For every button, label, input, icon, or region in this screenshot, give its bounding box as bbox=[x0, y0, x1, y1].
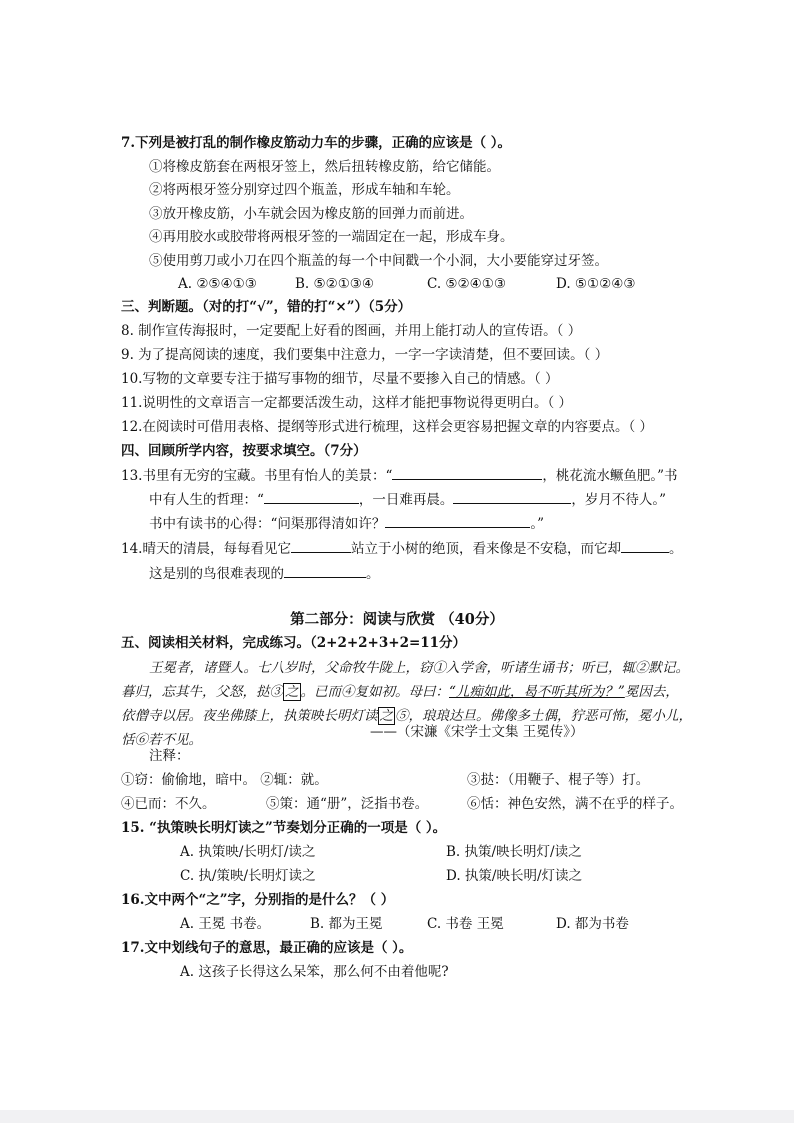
q16-option-d: D. 都为书卷 bbox=[556, 916, 629, 932]
q7-step-1: ①将橡皮筋套在两根牙签上，然后扭转橡皮筋，给它储能。 bbox=[149, 159, 500, 175]
passage-text-3a: 依僧寺以居。夜坐佛膝上，执策映长明灯读 bbox=[121, 708, 378, 724]
q13-blank-1[interactable] bbox=[392, 466, 542, 480]
q16-option-c: C. 书卷 王冕 bbox=[427, 916, 504, 932]
underlined-sentence: “儿痴如此，曷不听其所为？” bbox=[449, 684, 625, 700]
q14-line-1 bbox=[121, 539, 682, 558]
note-1-2: ①窃：偷偷地，暗中。 ②辄：就。 bbox=[121, 772, 328, 788]
q13-text-f: 书中有读书的心得：“问渠那得清如许？ bbox=[149, 516, 386, 532]
q13-blank-4[interactable] bbox=[385, 514, 530, 528]
part-2-title: 第二部分：阅读与欣赏 （40分） bbox=[290, 611, 504, 628]
q13-text-a: 13.书里有无穷的宝藏。书里有怡人的美景：“ bbox=[121, 468, 393, 484]
q13-line-3 bbox=[149, 514, 544, 533]
q13-text-d: ，一日难再晨。 bbox=[358, 492, 454, 508]
q13-text-g: 。” bbox=[530, 516, 545, 532]
q14-blank-1[interactable] bbox=[291, 539, 351, 553]
q13-text-e: ，岁月不待人。” bbox=[571, 492, 667, 508]
section-4-heading: 四、回顾所学内容，按要求填空。（7分） bbox=[121, 443, 367, 459]
q14-text-b: 站立于小树的绝顶，看来像是不安稳，而它却 bbox=[350, 541, 621, 557]
q7-option-a: A. ②⑤④①③ bbox=[178, 276, 257, 292]
note-6: ⑥恬：神色安然，满不在乎的样子。 bbox=[467, 796, 683, 812]
q7-step-3: ③放开橡皮筋，小车就会因为橡皮筋的回弹力而前进。 bbox=[149, 206, 473, 222]
q12: 12.在阅读时可借用表格、提纲等形式进行梳理，这样会更容易把握文章的内容要点。（ ） bbox=[121, 419, 654, 435]
q14-text-a: 14.晴天的清晨，每每看见它 bbox=[121, 541, 291, 557]
passage-text-2c: 冕因去， bbox=[624, 684, 679, 700]
boxed-zhi-2: 之 bbox=[379, 708, 393, 724]
q14-text-e: 。 bbox=[366, 566, 380, 582]
section-5-heading: 五、阅读相关材料，完成练习。（2+2+2+3+2=11分） bbox=[121, 635, 467, 651]
q16-option-a: A. 王冕 书卷。 bbox=[180, 916, 271, 932]
q8: 8. 制作宣传海报时，一定要配上好看的图画，并用上能打动人的宣传语。（ ） bbox=[121, 323, 582, 339]
q16-stem: 16.文中两个“之”字，分别指的是什么？（ ） bbox=[121, 892, 395, 908]
q9: 9. 为了提高阅读的速度，我们要集中注意力，一字一字读清楚，但不要回读。（ ） bbox=[121, 347, 609, 363]
passage-text-2b: 。已而④复如初。母曰： bbox=[300, 684, 449, 700]
q13-text-c: 中有人生的哲理：“ bbox=[149, 492, 264, 508]
q14-blank-2[interactable] bbox=[621, 539, 669, 553]
passage-line-2 bbox=[121, 683, 679, 701]
section-3-heading: 三、判断题。（对的打“√”，错的打“×”）（5分） bbox=[121, 299, 412, 315]
passage-source: ——（宋濂《宋学士文集 王冕传》） bbox=[370, 724, 584, 740]
note-5: ⑤策：通“册”，泛指书卷。 bbox=[266, 796, 429, 812]
q17-option-a: A. 这孩子长得这么呆笨，那么何不由着他呢? bbox=[180, 964, 449, 980]
q15-option-a: A. 执策映/长明灯/读之 bbox=[180, 844, 316, 860]
q14-text-d: 这是别的鸟很难表现的 bbox=[149, 566, 284, 582]
q7-step-4: ④再用胶水或胶带将两根牙签的一端固定在一起，形成车身。 bbox=[149, 229, 514, 245]
q14-line-2 bbox=[149, 564, 380, 583]
page-bottom-strip bbox=[0, 1110, 794, 1123]
q7-option-c: C. ⑤②④①③ bbox=[427, 276, 506, 292]
passage-line-1: 王冕者，诸暨人。七八岁时，父命牧牛陇上，窃①入学舍，听诸生诵书；听已，辄②默记。 bbox=[149, 660, 689, 676]
boxed-zhi-1: 之 bbox=[285, 684, 299, 700]
q10: 10.写物的文章要专注于描写事物的细节，尽量不要掺入自己的情感。（ ） bbox=[121, 371, 559, 387]
note-3: ③挞：（用鞭子、棍子等）打。 bbox=[467, 772, 650, 788]
q13-blank-3[interactable] bbox=[453, 490, 571, 504]
q7-stem: 7.下列是被打乱的制作橡皮筋动力车的步骤，正确的应该是（ ）。 bbox=[121, 135, 512, 151]
q15-stem: 15. “执策映长明灯读之”节奏划分正确的一项是（ ）。 bbox=[121, 820, 447, 836]
q15-option-d: D. 执策/映长明/灯读之 bbox=[446, 868, 583, 884]
notes-label: 注释： bbox=[149, 748, 190, 764]
q7-option-b: B. ⑤②①③④ bbox=[295, 276, 375, 292]
q13-line-2 bbox=[149, 490, 666, 509]
q15-option-c: C. 执/策映/长明灯读之 bbox=[180, 868, 316, 884]
q13-blank-2[interactable] bbox=[264, 490, 359, 504]
q11: 11.说明性的文章语言一定都要活泼生动，这样才能把事物说得更明白。（ ） bbox=[121, 395, 573, 411]
passage-text-2a: 暮归，忘其牛，父怒，挞③ bbox=[121, 684, 283, 700]
passage-text-3b: ⑤，琅琅达旦。佛像多土偶，狞恶可怖，冕小儿， bbox=[395, 708, 692, 724]
q16-option-b: B. 都为王冕 bbox=[310, 916, 383, 932]
q13-line-1 bbox=[121, 466, 678, 485]
q7-option-d: D. ⑤①②④③ bbox=[556, 276, 636, 292]
q14-text-c: 。 bbox=[668, 541, 683, 557]
q17-stem: 17.文中划线句子的意思，最正确的应该是（ ）。 bbox=[121, 940, 413, 956]
note-4: ④已而：不久。 bbox=[121, 796, 216, 812]
q13-text-b: ，桃花流水鳜鱼肥。”书 bbox=[542, 468, 678, 484]
q15-option-b: B. 执策/映长明灯/读之 bbox=[446, 844, 582, 860]
passage-line-4: 恬⑥若不见。 bbox=[121, 732, 202, 748]
q7-step-2: ②将两根牙签分别穿过四个瓶盖，形成车轴和车轮。 bbox=[149, 182, 460, 198]
q7-step-5: ⑤使用剪刀或小刀在四个瓶盖的每一个中间戳一个小洞，大小要能穿过牙签。 bbox=[149, 253, 608, 269]
q14-blank-3[interactable] bbox=[284, 564, 366, 578]
